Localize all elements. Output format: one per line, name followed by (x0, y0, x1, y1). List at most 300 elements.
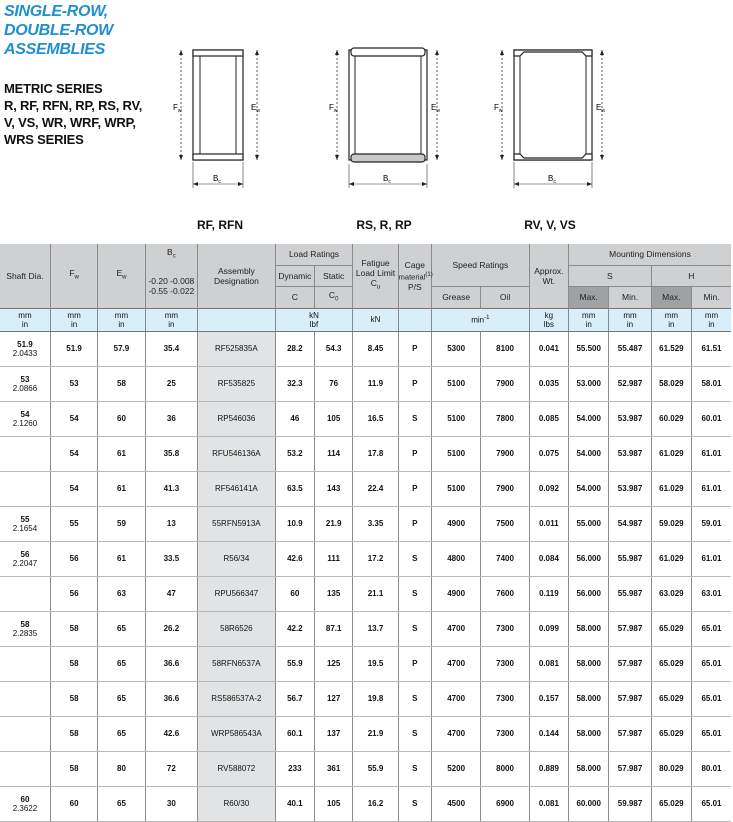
cell-cu: 21.9 (353, 716, 398, 751)
unit-s-min: mm in (609, 308, 651, 331)
table-row (0, 436, 731, 471)
cell-h-max: 65.029 (651, 646, 691, 681)
cell-grease: 5200 (431, 751, 480, 786)
col-assembly-designation: Assembly Designation (198, 244, 276, 308)
units-row (0, 308, 731, 331)
cell-bc: 35.8 (145, 436, 197, 471)
cell-bc: 41.3 (145, 471, 197, 506)
unit-load: kN lbf (275, 308, 353, 331)
cell-fw: 53 (50, 366, 97, 401)
cell-h-max: 58.029 (651, 366, 691, 401)
cell-h-min: 65.01 (692, 681, 731, 716)
cell-shaft-dia: 51.9 2.0433 (0, 331, 50, 366)
cell-cu: 21.1 (353, 576, 398, 611)
cell-des: RPU566347 (198, 576, 276, 611)
col-speed-ratings: Speed Ratings (431, 244, 529, 286)
cell-cu: 17.2 (353, 541, 398, 576)
cell-c0: 54.3 (315, 331, 353, 366)
unit-ew: mm in (98, 308, 145, 331)
cell-bc: 36 (145, 401, 197, 436)
cell-h-min: 59.01 (692, 506, 731, 541)
table-row (0, 541, 731, 576)
cell-h-max: 61.029 (651, 541, 691, 576)
cell-des: R56/34 (198, 541, 276, 576)
cell-c0: 125 (315, 646, 353, 681)
cell-s-min: 55.487 (609, 331, 651, 366)
cell-s-max: 54.000 (569, 471, 609, 506)
cell-des: RS586537A-2 (198, 681, 276, 716)
cell-fw: 54 (50, 401, 97, 436)
cell-h-min: 65.01 (692, 611, 731, 646)
cell-bc: 30 (145, 786, 197, 821)
cell-c0: 114 (315, 436, 353, 471)
cell-ew: 80 (98, 751, 145, 786)
cell-c: 46 (275, 401, 314, 436)
cell-c0: 105 (315, 786, 353, 821)
cell-h-min: 61.01 (692, 541, 731, 576)
cell-cu: 16.5 (353, 401, 398, 436)
cell-cage: P (398, 471, 431, 506)
cell-ew: 65 (98, 786, 145, 821)
cell-fw: 60 (50, 786, 97, 821)
cell-h-max: 65.029 (651, 716, 691, 751)
cell-cu: 22.4 (353, 471, 398, 506)
cell-fw: 54 (50, 436, 97, 471)
unit-h-max: mm in (651, 308, 691, 331)
cell-s-max: 58.000 (569, 646, 609, 681)
col-bc: $B_c$ (145, 244, 197, 265)
cell-fw: 58 (50, 646, 97, 681)
cell-grease: 5100 (431, 471, 480, 506)
cell-s-min: 57.987 (609, 611, 651, 646)
series-line: METRIC SERIES (4, 81, 103, 96)
cell-h-min: 61.01 (692, 436, 731, 471)
cell-bc: 35.4 (145, 331, 197, 366)
cell-c: 56.7 (275, 681, 314, 716)
cell-s-max: 53.000 (569, 366, 609, 401)
cell-wt: 0.081 (529, 786, 568, 821)
cell-shaft-dia (0, 716, 50, 751)
cell-shaft-dia (0, 681, 50, 716)
cell-shaft-dia (0, 576, 50, 611)
cell-h-max: 61.529 (651, 331, 691, 366)
cell-h-max: 65.029 (651, 681, 691, 716)
cell-oil: 7900 (481, 366, 529, 401)
title-line: SINGLE-ROW, (4, 3, 108, 20)
cell-cage: S (398, 716, 431, 751)
cell-cage: S (398, 681, 431, 716)
col-ew: $E_w$ (98, 244, 145, 308)
cell-s-min: 59.987 (609, 786, 651, 821)
cell-s-max: 54.000 (569, 436, 609, 471)
col-mounting-dimensions: Mounting Dimensions (569, 244, 731, 265)
cell-wt: 0.035 (529, 366, 568, 401)
cell-shaft-dia (0, 471, 50, 506)
bc-symbol: $B_c$ (548, 174, 556, 185)
col-dynamic: Dynamic (275, 265, 314, 286)
unit-fatigue: kN (353, 308, 398, 331)
cell-cu: 55.9 (353, 751, 398, 786)
cell-s-min: 52.987 (609, 366, 651, 401)
cell-s-max: 60.000 (569, 786, 609, 821)
cell-bc: 47 (145, 576, 197, 611)
cell-cu: 3.35 (353, 506, 398, 541)
cell-cu: 17.8 (353, 436, 398, 471)
cell-s-max: 55.000 (569, 506, 609, 541)
cell-wt: 0.099 (529, 611, 568, 646)
unit-shaft: mm in (0, 308, 50, 331)
cell-s-max: 54.000 (569, 401, 609, 436)
cell-shaft-dia (0, 646, 50, 681)
cell-cu: 11.9 (353, 366, 398, 401)
unit-speed: $\min^{-1}$ (431, 308, 529, 331)
table-row (0, 646, 731, 681)
cell-h-min: 60.01 (692, 401, 731, 436)
cell-h-min: 65.01 (692, 716, 731, 751)
table-row (0, 751, 731, 786)
title-line: ASSEMBLIES (4, 41, 106, 58)
unit-cage (398, 308, 431, 331)
cell-ew: 65 (98, 716, 145, 751)
cell-wt: 0.119 (529, 576, 568, 611)
table-row (0, 331, 731, 366)
cell-cage: S (398, 611, 431, 646)
cell-c: 42.2 (275, 611, 314, 646)
cell-c: 55.9 (275, 646, 314, 681)
cell-oil: 8100 (481, 331, 529, 366)
cell-s-min: 53.987 (609, 436, 651, 471)
cell-bc: 36.6 (145, 646, 197, 681)
cell-c0: 137 (315, 716, 353, 751)
bearing-diagram-rf (165, 38, 275, 193)
table-row (0, 716, 731, 751)
cell-s-min: 57.987 (609, 681, 651, 716)
cell-cu: 19.8 (353, 681, 398, 716)
cell-fw: 54 (50, 471, 97, 506)
cell-oil: 7500 (481, 506, 529, 541)
cell-bc: 25 (145, 366, 197, 401)
cell-c0: 87.1 (315, 611, 353, 646)
cell-s-min: 55.987 (609, 541, 651, 576)
cell-s-max: 56.000 (569, 541, 609, 576)
series-line: V, VS, WR, WRF, WRP, (4, 115, 136, 130)
col-fw: $F_w$ (50, 244, 97, 308)
cell-s-max: 58.000 (569, 751, 609, 786)
catalog-title (4, 2, 154, 59)
cell-cu: 19.5 (353, 646, 398, 681)
cell-ew: 61 (98, 541, 145, 576)
cell-oil: 7400 (481, 541, 529, 576)
ew-symbol: $E_w$ (251, 103, 260, 114)
cell-des: 58R6526 (198, 611, 276, 646)
cell-oil: 7300 (481, 611, 529, 646)
cell-bc: 33.5 (145, 541, 197, 576)
table-row (0, 506, 731, 541)
cell-grease: 5300 (431, 331, 480, 366)
cell-grease: 4800 (431, 541, 480, 576)
cell-grease: 4500 (431, 786, 480, 821)
cell-wt: 0.041 (529, 331, 568, 366)
cell-bc: 13 (145, 506, 197, 541)
cell-s-min: 57.987 (609, 751, 651, 786)
cell-grease: 4900 (431, 576, 480, 611)
cell-wt: 0.081 (529, 646, 568, 681)
cell-grease: 4700 (431, 611, 480, 646)
cell-h-max: 59.029 (651, 506, 691, 541)
cell-h-min: 65.01 (692, 786, 731, 821)
cell-s-min: 57.987 (609, 716, 651, 751)
bc-symbol: $B_c$ (383, 174, 391, 185)
cell-fw: 56 (50, 576, 97, 611)
cell-fw: 58 (50, 751, 97, 786)
cell-s-max: 58.000 (569, 681, 609, 716)
cell-shaft-dia (0, 436, 50, 471)
unit-designation (198, 308, 276, 331)
cell-s-max: 58.000 (569, 716, 609, 751)
col-c: C (275, 286, 314, 308)
table-row (0, 681, 731, 716)
cell-h-min: 65.01 (692, 646, 731, 681)
col-h-max: Max. (651, 286, 691, 308)
cell-cage: P (398, 646, 431, 681)
cell-cu: 13.7 (353, 611, 398, 646)
cell-s-min: 57.987 (609, 646, 651, 681)
col-load-ratings: Load Ratings (275, 244, 353, 265)
cell-fw: 58 (50, 611, 97, 646)
ew-symbol: $E_w$ (431, 103, 440, 114)
bc-symbol: $B_c$ (213, 174, 221, 185)
series-line: WRS SERIES (4, 132, 84, 147)
table-row (0, 576, 731, 611)
unit-fw: mm in (50, 308, 97, 331)
cell-oil: 7300 (481, 681, 529, 716)
cell-bc: 42.6 (145, 716, 197, 751)
cell-c: 10.9 (275, 506, 314, 541)
cell-c: 53.2 (275, 436, 314, 471)
cell-ew: 63 (98, 576, 145, 611)
cell-oil: 6900 (481, 786, 529, 821)
series-heading (4, 80, 154, 148)
cell-bc: 26.2 (145, 611, 197, 646)
cell-des: RF535825 (198, 366, 276, 401)
cell-c0: 135 (315, 576, 353, 611)
cell-h-max: 63.029 (651, 576, 691, 611)
cell-grease: 4700 (431, 716, 480, 751)
cell-c: 42.6 (275, 541, 314, 576)
cell-fw: 55 (50, 506, 97, 541)
col-approx-wt: Approx. Wt. (529, 244, 568, 308)
cell-grease: 4900 (431, 506, 480, 541)
cell-des: RF525835A (198, 331, 276, 366)
cell-cu: 16.2 (353, 786, 398, 821)
cell-oil: 7300 (481, 646, 529, 681)
cell-s-min: 53.987 (609, 471, 651, 506)
diagram-caption-rs: RS, R, RP (356, 218, 412, 232)
cell-h-min: 80.01 (692, 751, 731, 786)
cell-cage: S (398, 751, 431, 786)
bearing-diagram-rs (325, 38, 445, 193)
cell-c: 233 (275, 751, 314, 786)
table-row (0, 366, 731, 401)
col-oil: Oil (481, 286, 529, 308)
cell-des: 55RFN5913A (198, 506, 276, 541)
cell-wt: 0.085 (529, 401, 568, 436)
cell-wt: 0.157 (529, 681, 568, 716)
fw-symbol: $F_w$ (329, 103, 338, 114)
cell-shaft-dia: 58 2.2835 (0, 611, 50, 646)
cell-c0: 111 (315, 541, 353, 576)
cell-oil: 7900 (481, 436, 529, 471)
cell-des: WRP586543A (198, 716, 276, 751)
cell-cage: P (398, 331, 431, 366)
cell-grease: 5100 (431, 401, 480, 436)
cell-grease: 4700 (431, 681, 480, 716)
cell-c: 60.1 (275, 716, 314, 751)
cell-s-max: 55.500 (569, 331, 609, 366)
col-bc-tolerance: -0.20 -0.008 -0.55 -0.022 (145, 265, 197, 308)
cell-c: 63.5 (275, 471, 314, 506)
ew-symbol: $E_w$ (596, 103, 605, 114)
cell-ew: 58 (98, 366, 145, 401)
unit-h-min: mm in (692, 308, 731, 331)
table-row (0, 786, 731, 821)
col-static: Static (315, 265, 353, 286)
cell-h-min: 63.01 (692, 576, 731, 611)
cell-des: RF546141A (198, 471, 276, 506)
cell-h-max: 80.029 (651, 751, 691, 786)
diagram-caption-rf: RF, RFN (197, 218, 243, 232)
cell-c: 32.3 (275, 366, 314, 401)
cell-ew: 65 (98, 611, 145, 646)
table-row (0, 611, 731, 646)
cell-cage: P (398, 366, 431, 401)
cell-bc: 72 (145, 751, 197, 786)
cell-grease: 5100 (431, 436, 480, 471)
cell-c0: 105 (315, 401, 353, 436)
cell-cage: P (398, 506, 431, 541)
cell-wt: 0.092 (529, 471, 568, 506)
cell-ew: 60 (98, 401, 145, 436)
cell-shaft-dia: 53 2.0866 (0, 366, 50, 401)
cell-des: 58RFN6537A (198, 646, 276, 681)
cell-cage: P (398, 436, 431, 471)
cell-fw: 58 (50, 681, 97, 716)
fw-symbol: $F_w$ (494, 103, 503, 114)
cell-ew: 59 (98, 506, 145, 541)
series-line: R, RF, RFN, RP, RS, RV, (4, 98, 143, 113)
unit-s-max: mm in (569, 308, 609, 331)
unit-weight: kg lbs (529, 308, 568, 331)
cell-oil: 7800 (481, 401, 529, 436)
cell-s-max: 56.000 (569, 576, 609, 611)
cell-des: RFU546136A (198, 436, 276, 471)
cell-c0: 76 (315, 366, 353, 401)
cell-fw: 56 (50, 541, 97, 576)
title-line: DOUBLE-ROW (4, 22, 113, 39)
cell-ew: 65 (98, 646, 145, 681)
col-h-min: Min. (692, 286, 731, 308)
cell-h-max: 60.029 (651, 401, 691, 436)
unit-bc: mm in (145, 308, 197, 331)
cell-wt: 0.144 (529, 716, 568, 751)
table-row (0, 401, 731, 436)
cell-fw: 51.9 (50, 331, 97, 366)
cell-wt: 0.075 (529, 436, 568, 471)
table-row (0, 471, 731, 506)
cell-bc: 36.6 (145, 681, 197, 716)
fw-symbol: $F_w$ (173, 103, 182, 114)
bearing-diagram-rv (490, 38, 615, 193)
cell-s-max: 58.000 (569, 611, 609, 646)
cell-oil: 7900 (481, 471, 529, 506)
cell-ew: 61 (98, 436, 145, 471)
col-s: S (569, 265, 652, 286)
cell-cage: S (398, 541, 431, 576)
cell-shaft-dia: 56 2.2047 (0, 541, 50, 576)
cell-h-max: 61.029 (651, 436, 691, 471)
cell-cage: S (398, 401, 431, 436)
col-shaft-dia: Shaft Dia. (0, 244, 50, 308)
col-h: H (651, 265, 731, 286)
cell-grease: 5100 (431, 366, 480, 401)
cell-oil: 7300 (481, 716, 529, 751)
cell-cage: S (398, 576, 431, 611)
cell-c0: 21.9 (315, 506, 353, 541)
col-cage-material: Cage material$^{(1)}$ P/S (398, 244, 431, 308)
cell-h-min: 61.51 (692, 331, 731, 366)
cell-shaft-dia: 55 2.1654 (0, 506, 50, 541)
cell-c: 28.2 (275, 331, 314, 366)
cell-oil: 8000 (481, 751, 529, 786)
cell-h-max: 61.029 (651, 471, 691, 506)
bearing-spec-table (0, 244, 731, 822)
cell-des: R60/30 (198, 786, 276, 821)
cell-wt: 0.889 (529, 751, 568, 786)
cell-c: 60 (275, 576, 314, 611)
cell-des: RP546036 (198, 401, 276, 436)
col-grease: Grease (431, 286, 480, 308)
cell-des: RV588072 (198, 751, 276, 786)
cell-h-max: 65.029 (651, 786, 691, 821)
cell-s-min: 53.987 (609, 401, 651, 436)
cell-s-min: 55.987 (609, 576, 651, 611)
cell-c: 40.1 (275, 786, 314, 821)
cell-ew: 61 (98, 471, 145, 506)
cell-wt: 0.011 (529, 506, 568, 541)
col-s-max: Max. (569, 286, 609, 308)
cell-cu: 8.45 (353, 331, 398, 366)
cell-c0: 127 (315, 681, 353, 716)
col-s-min: Min. (609, 286, 651, 308)
cell-shaft-dia (0, 751, 50, 786)
cell-h-min: 58.01 (692, 366, 731, 401)
cell-cage: S (398, 786, 431, 821)
cell-ew: 65 (98, 681, 145, 716)
cell-ew: 57.9 (98, 331, 145, 366)
cell-shaft-dia: 60 2.3622 (0, 786, 50, 821)
cell-h-min: 61.01 (692, 471, 731, 506)
cell-oil: 7600 (481, 576, 529, 611)
cell-shaft-dia: 54 2.1260 (0, 401, 50, 436)
cell-wt: 0.084 (529, 541, 568, 576)
cell-grease: 4700 (431, 646, 480, 681)
cell-fw: 58 (50, 716, 97, 751)
diagram-caption-rv: RV, V, VS (524, 218, 576, 232)
col-fatigue-load-limit: Fatigue Load Limit $C_u$ (353, 244, 398, 308)
cell-h-max: 65.029 (651, 611, 691, 646)
cell-c0: 361 (315, 751, 353, 786)
cell-c0: 143 (315, 471, 353, 506)
